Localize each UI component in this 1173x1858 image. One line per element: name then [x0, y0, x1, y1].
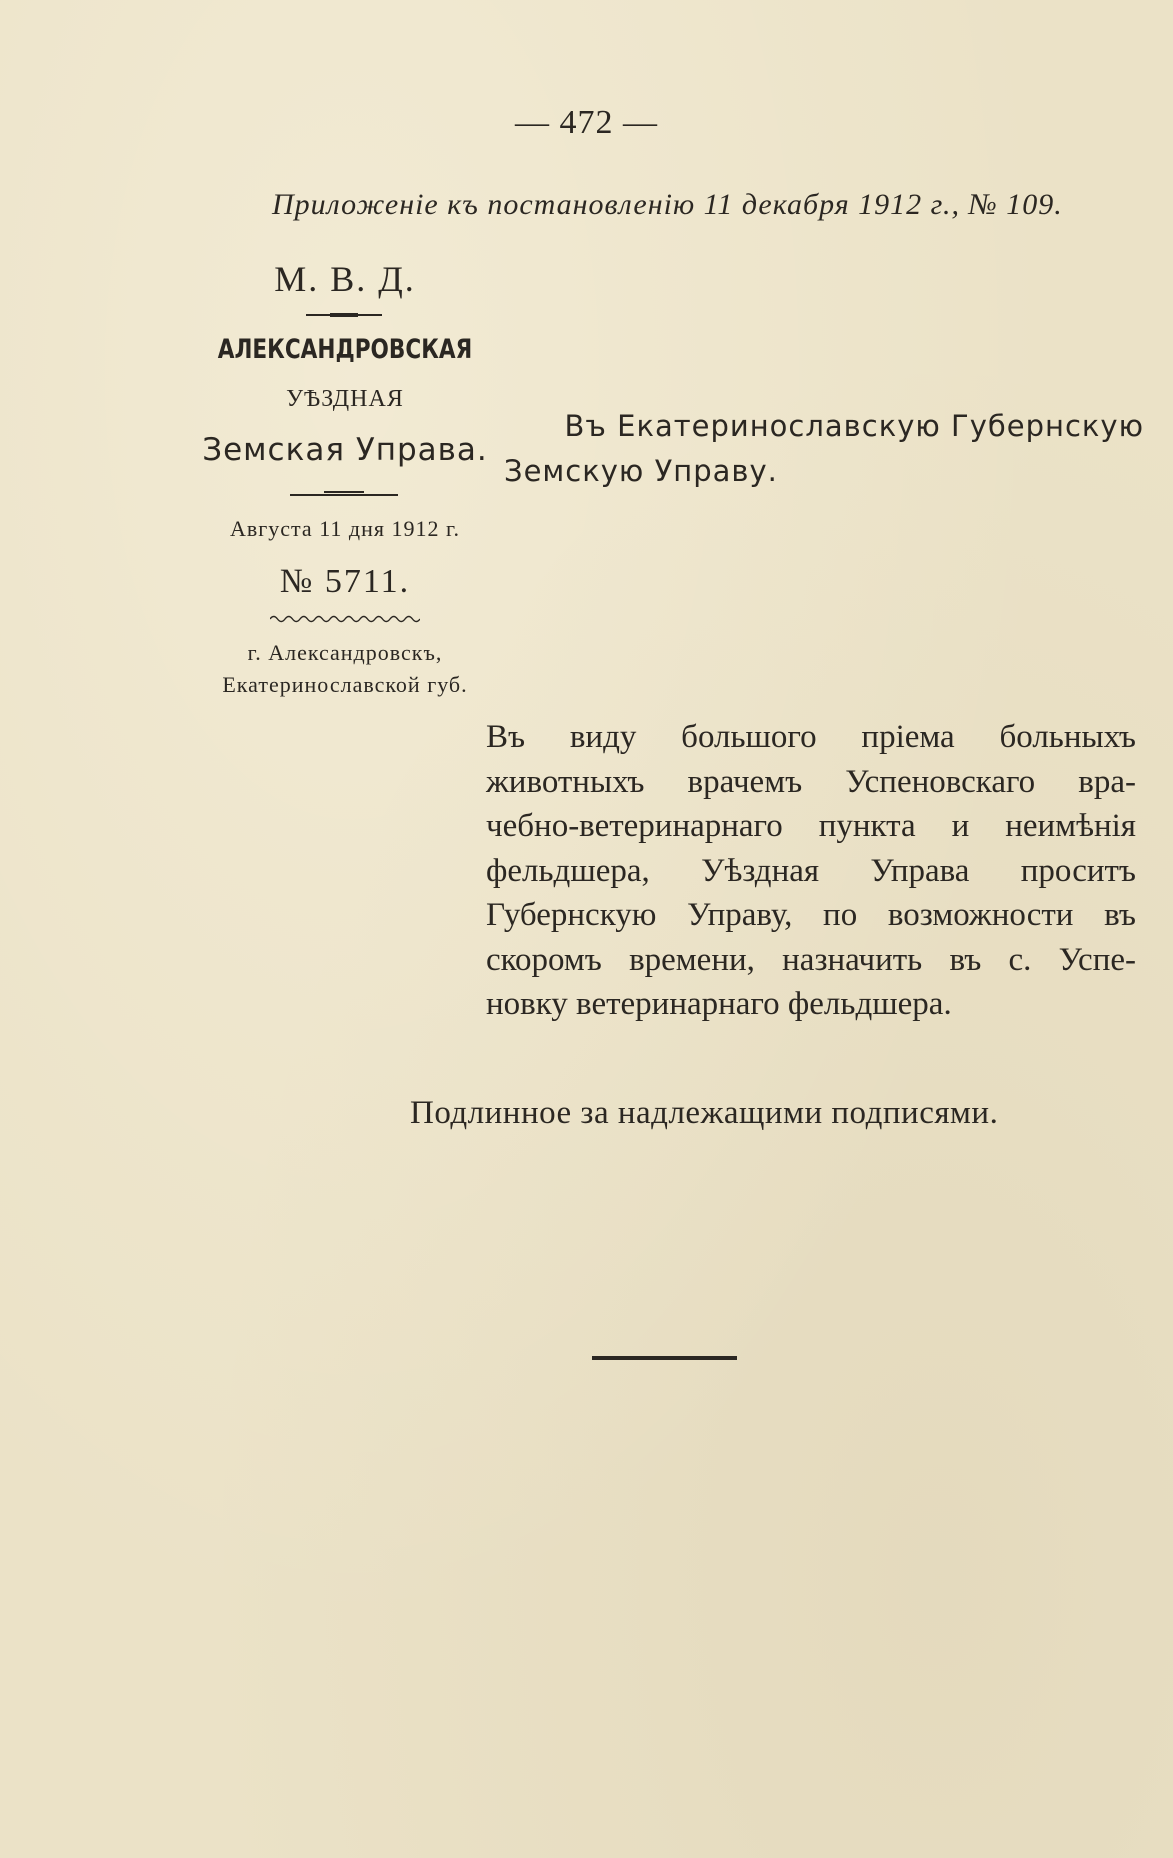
- wavy-divider: [270, 614, 420, 624]
- body-line: чебно-ветеринарнаго пункта и неимѣнія: [486, 808, 1136, 844]
- body-paragraph: [486, 715, 1136, 1027]
- letter-number: № 5711.: [279, 563, 411, 600]
- addressee-line: Земскую Управу.: [504, 454, 778, 488]
- divider-line-accent: [324, 491, 364, 493]
- ministry-label: М. В. Д.: [274, 259, 416, 299]
- addressee-block: [504, 404, 1144, 494]
- end-rule: [592, 1356, 737, 1360]
- closing-note: Подлинное за надлежащими подписями.: [410, 1095, 999, 1131]
- district-name: АЛЕКСАНДРОВСКАЯ: [217, 334, 473, 365]
- body-line: скоромъ времени, назначить въ с. Успе-: [486, 941, 1136, 978]
- divider-line: [290, 494, 398, 496]
- page-number: — 472 —: [515, 104, 658, 141]
- body-line: Губернскую Управу, по возможности въ: [486, 897, 1136, 933]
- province-line: Екатеринославской губ.: [222, 672, 468, 697]
- body-line: новку ветеринарнаго фельдшера.: [486, 986, 952, 1022]
- addressee-line: Въ Екатеринославскую Губернскую: [564, 409, 1144, 443]
- uyezd-label: УѢЗДНАЯ: [286, 386, 404, 412]
- city-line: г. Александровскъ,: [247, 640, 443, 665]
- body-line: Въ виду большого пріема больныхъ: [486, 719, 1136, 755]
- board-name: Земская Управа.: [202, 432, 488, 468]
- letter-date: Августа 11 дня 1912 г.: [229, 516, 461, 541]
- body-line: животныхъ врачемъ Успеновскаго вра-: [486, 763, 1136, 800]
- divider-line-accent: [330, 313, 358, 317]
- body-line: фельдшера, Уѣздная Управа проситъ: [486, 852, 1136, 889]
- appendix-heading: Приложеніе къ постановленію 11 декабря 1912 г., № 109.: [272, 188, 1063, 221]
